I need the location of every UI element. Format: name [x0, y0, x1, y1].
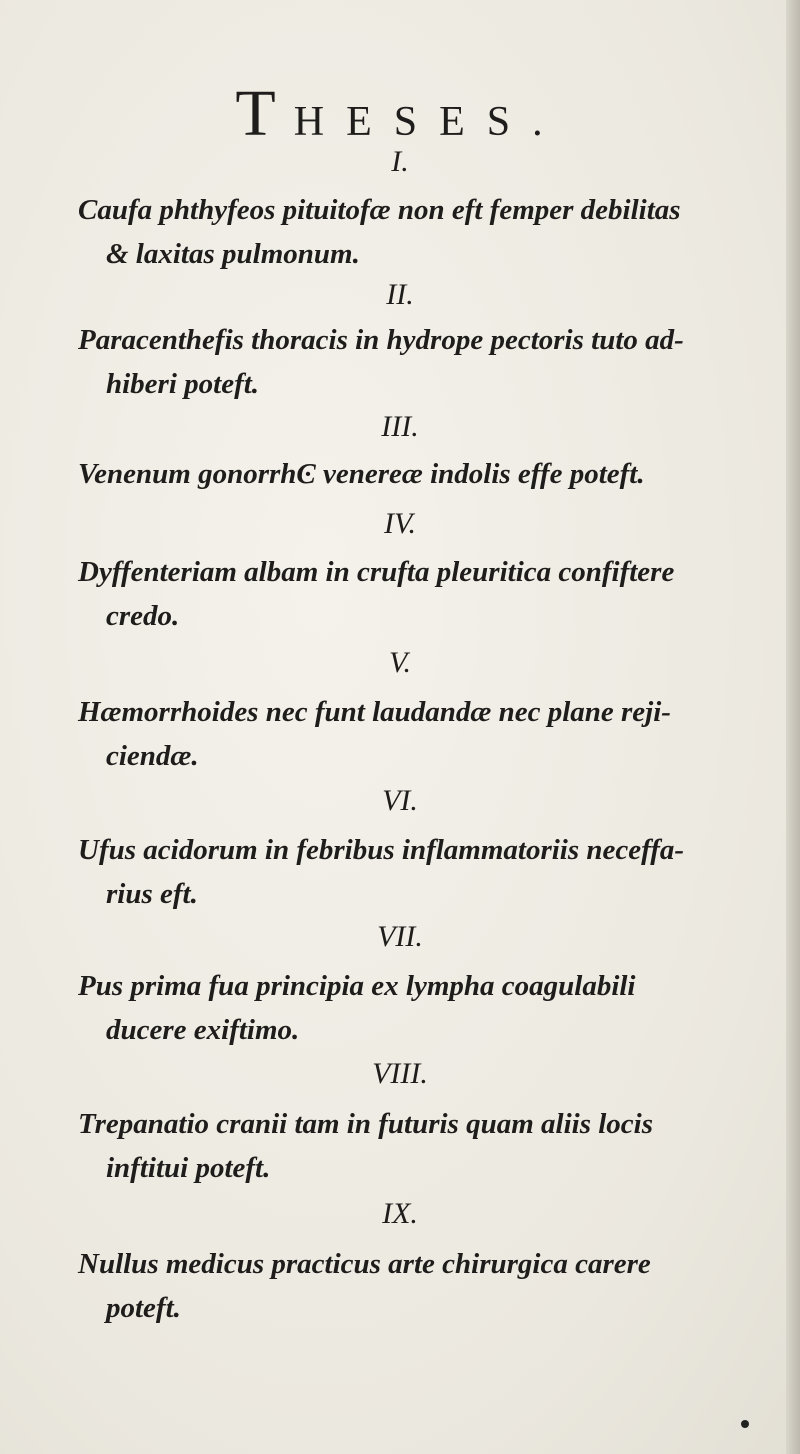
thesis-number-2: II. [386, 278, 414, 311]
thesis-text-8 [78, 1102, 768, 1190]
thesis-text-7 [78, 964, 768, 1052]
thesis-2-line-1: Paracenthefis thoracis in hydrope pectoris tuto ad- [78, 324, 684, 356]
thesis-number-3: III. [381, 410, 419, 443]
thesis-number-8: VIII. [372, 1057, 428, 1090]
thesis-number-6: VI. [382, 784, 418, 817]
thesis-8-line-1: Trepanatio cranii tam in futuris quam aliis locis [78, 1108, 654, 1140]
thesis-1-line-2: & laxitas pulmonum. [106, 238, 360, 270]
thesis-number-5: V. [389, 646, 411, 679]
page-title [0, 76, 800, 152]
thesis-text-4 [78, 550, 768, 638]
thesis-text-5 [78, 690, 768, 778]
thesis-text-9 [78, 1242, 768, 1330]
thesis-5-line-1: Hæmorrhoides nec funt laudandæ nec plane reji- [78, 696, 671, 728]
thesis-4-line-1: Dyffenteriam albam in crufta pleuritica confiftere [78, 556, 675, 588]
thesis-text-6 [78, 828, 768, 916]
thesis-number-7: VII. [377, 920, 423, 953]
thesis-text-3 [78, 452, 768, 496]
thesis-4-line-2: credo. [106, 600, 180, 632]
thesis-8-line-2: inftitui poteft. [106, 1152, 271, 1184]
thesis-7-line-2: ducere exiftimo. [106, 1014, 300, 1046]
title-initial: T [235, 77, 294, 150]
thesis-text-1 [78, 188, 768, 276]
thesis-6-line-1: Ufus acidorum in febribus inflammatoriis neceffa- [78, 834, 685, 866]
thesis-5-line-2: ciendæ. [106, 740, 199, 772]
thesis-1-line-1: Caufa phthyfeos pituitofæ non eft femper debilitas [78, 194, 681, 226]
thesis-9-line-1: Nullus medicus practicus arte chirurgica carere [78, 1248, 651, 1280]
thesis-7-line-1: Pus prima fua principia ex lympha coagulabili [78, 970, 636, 1002]
thesis-9-line-2: poteft. [106, 1292, 181, 1324]
thesis-3-line-1: Venenum gonorrhϾ venereæ indolis effe poteft. [78, 458, 645, 490]
page-edge [786, 0, 800, 1454]
ink-speck [741, 1420, 749, 1428]
thesis-2-line-2: hiberi poteft. [106, 368, 260, 400]
thesis-text-2 [78, 318, 768, 406]
thesis-number-9: IX. [382, 1197, 418, 1230]
thesis-number-1: I. [391, 145, 409, 178]
thesis-number-4: IV. [384, 507, 416, 540]
thesis-6-line-2: rius eft. [106, 878, 198, 910]
title-rest: HESES. [293, 99, 565, 145]
